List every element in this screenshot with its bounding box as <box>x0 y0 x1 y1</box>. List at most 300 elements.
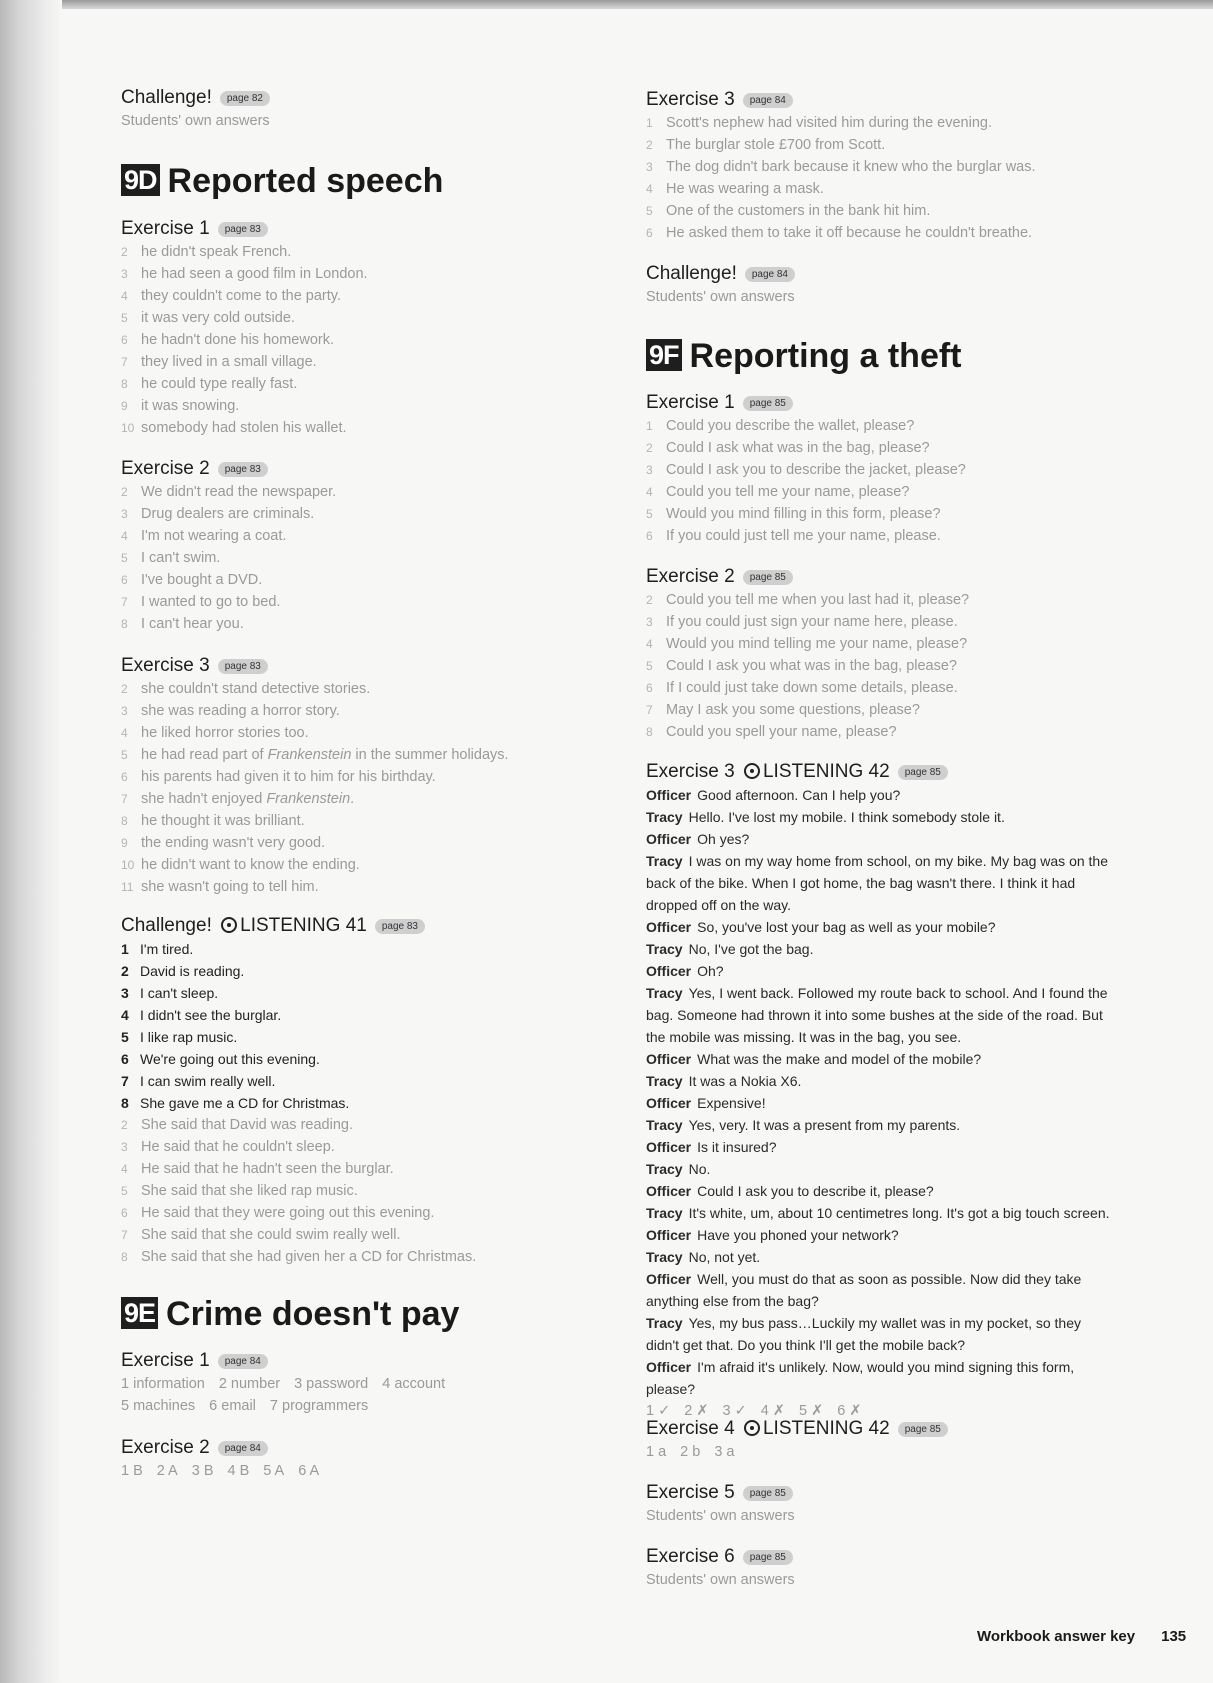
item-number: 5 <box>646 659 653 673</box>
item-number: 9 <box>121 836 128 850</box>
speaker-name: Tracy <box>646 941 683 957</box>
item-text: somebody had stolen his wallet. <box>141 420 347 436</box>
dialogue-text: Hello. I've lost my mobile. I think somebody stole it. <box>688 809 1005 825</box>
unit-heading-9e <box>121 1294 621 1334</box>
page-number: 135 <box>1161 1628 1187 1645</box>
dialogue-line <box>646 1312 1116 1356</box>
answer-row <box>121 1460 621 1482</box>
item-number: 7 <box>121 1073 129 1089</box>
speaker-name: Tracy <box>646 1315 683 1331</box>
item-number: 1 <box>121 941 129 957</box>
item-text: She said that she could swim really well. <box>141 1227 401 1243</box>
item-number: 2 <box>121 963 129 979</box>
item-number: 5 <box>646 204 653 218</box>
scan-edge-left <box>0 0 62 1683</box>
item-text: If you could just sign your name here, please. <box>666 614 958 630</box>
listening-label: LISTENING 41 <box>240 915 367 936</box>
item-text: he didn't speak French. <box>141 244 292 260</box>
dialogue-line <box>646 916 1116 938</box>
inline-answer: 7 programmers <box>269 1398 369 1414</box>
answer-item <box>121 960 621 982</box>
answer-list <box>646 112 1136 244</box>
item-text: Could I ask you what was in the bag, please? <box>666 658 957 674</box>
inline-answer: 5 A <box>263 1463 285 1479</box>
section-heading: Exercise 2 <box>121 458 210 479</box>
exercise-9f-1 <box>646 391 1136 547</box>
answer-item <box>121 1224 621 1246</box>
speaker-name: Officer <box>646 787 692 803</box>
item-text: the ending wasn't very good. <box>141 835 326 851</box>
dialogue-text: I'm afraid it's unlikely. Now, would you mind signing this form, please? <box>646 1359 1075 1397</box>
item-number: 2 <box>646 441 653 455</box>
dialogue-transcript <box>646 784 1116 1400</box>
item-text: We didn't read the newspaper. <box>141 484 337 500</box>
item-text: he had seen a good film in London. <box>141 266 368 282</box>
section-heading: Exercise 1 <box>121 218 210 239</box>
dialogue-line <box>646 1356 1116 1400</box>
item-text: I can't hear you. <box>141 616 244 632</box>
page-badge: page 85 <box>743 570 793 585</box>
answer-item <box>121 766 621 788</box>
item-text: they couldn't come to the party. <box>141 288 341 304</box>
page-badge: page 82 <box>220 91 270 106</box>
speaker-name: Officer <box>646 1183 692 1199</box>
unit-badge: 9F <box>646 339 682 371</box>
challenge-9e <box>646 262 1136 308</box>
speaker-name: Officer <box>646 1139 692 1155</box>
item-number: 5 <box>121 748 128 762</box>
page-badge: page 85 <box>898 765 948 780</box>
dialogue-text: Expensive! <box>697 1095 766 1111</box>
dialogue-line <box>646 1158 1116 1180</box>
answer-item <box>121 1026 621 1048</box>
item-text: Drug dealers are criminals. <box>141 506 315 522</box>
item-text: I've bought a DVD. <box>141 572 263 588</box>
item-number: 7 <box>121 1228 128 1242</box>
item-number: 8 <box>121 377 128 391</box>
speaker-name: Tracy <box>646 985 683 1001</box>
answer-item <box>646 415 1136 437</box>
exercise-9f-5 <box>646 1481 1136 1527</box>
item-text: he thought it was brilliant. <box>141 813 305 829</box>
answer-item <box>121 810 621 832</box>
item-text: May I ask you some questions, please? <box>666 702 920 718</box>
item-text: his parents had given it to him for his birthday. <box>141 769 436 785</box>
answer-item <box>121 503 621 525</box>
page-badge: page 83 <box>375 919 425 934</box>
item-number: 7 <box>121 595 128 609</box>
item-text: he could type really fast. <box>141 376 298 392</box>
item-text: Could I ask you to describe the jacket, please? <box>666 462 966 478</box>
item-number: 6 <box>646 529 653 543</box>
inline-answer: 3 ✓ <box>722 1403 747 1419</box>
answer-item <box>121 876 621 898</box>
italic-title: Frankenstein <box>266 791 351 807</box>
unit-title: Reporting a theft <box>689 337 962 375</box>
dialogue-text: Good afternoon. Can I help you? <box>697 787 901 803</box>
item-number: 7 <box>646 703 653 717</box>
item-text: Would you mind telling me your name, please? <box>666 636 968 652</box>
dialogue-line <box>646 1202 1116 1224</box>
answer-list <box>121 241 621 439</box>
answer-item <box>121 525 621 547</box>
item-number: 6 <box>646 681 653 695</box>
item-number: 3 <box>646 463 653 477</box>
speaker-name: Officer <box>646 1227 692 1243</box>
dialogue-line <box>646 784 1116 806</box>
inline-answer: 6 email <box>209 1398 256 1414</box>
answer-item <box>646 437 1136 459</box>
answer-item <box>121 700 621 722</box>
answer-item <box>646 633 1136 655</box>
exercise-9d-3 <box>121 654 621 898</box>
dialogue-text: Yes, my bus pass…Luckily my wallet was in my pocket, so they didn't get that. Do you think I'll get the mobile back? <box>646 1315 1082 1353</box>
inline-answer: 2 b <box>680 1444 701 1460</box>
dialogue-text: What was the make and model of the mobile? <box>697 1051 982 1067</box>
answer-item <box>646 222 1136 244</box>
answer-list <box>646 415 1136 547</box>
section-heading: Exercise 2 <box>646 566 735 587</box>
item-text: Could you describe the wallet, please? <box>666 418 915 434</box>
answer-item: 5 he had read part of Frankenstein in the summer holidays. <box>121 744 621 766</box>
item-number: 4 <box>646 182 653 196</box>
item-number: 6 <box>121 333 128 347</box>
item-number: 1 <box>646 419 653 433</box>
dialogue-line <box>646 1268 1116 1312</box>
item-number: 3 <box>646 160 653 174</box>
item-text: He asked them to take it off because he couldn't breathe. <box>666 225 1033 241</box>
inline-answer: 4 account <box>382 1376 446 1392</box>
item-number: 4 <box>121 289 128 303</box>
answer-item <box>646 503 1136 525</box>
item-text: Scott's nephew had visited him during the evening. <box>666 115 992 131</box>
inline-answer: 6 ✗ <box>837 1403 862 1419</box>
answer-row <box>121 1373 621 1395</box>
answer-item <box>121 1136 621 1158</box>
answer-item <box>646 589 1136 611</box>
speaker-name: Officer <box>646 831 692 847</box>
answer-item <box>121 854 621 876</box>
answer-list <box>121 1114 621 1268</box>
section-heading: Exercise 6 <box>646 1546 735 1567</box>
item-text: She said that David was reading. <box>141 1117 353 1133</box>
answer-item: 7 she hadn't enjoyed Frankenstein. <box>121 788 621 810</box>
item-text: She said that she liked rap music. <box>141 1183 358 1199</box>
item-number: 3 <box>646 615 653 629</box>
item-number: 5 <box>121 311 128 325</box>
item-text: I can't swim. <box>141 550 221 566</box>
item-number: 8 <box>121 814 128 828</box>
answer-item <box>646 459 1136 481</box>
answer-item <box>646 178 1136 200</box>
item-text: Could you spell your name, please? <box>666 724 897 740</box>
item-text: Could you tell me when you last had it, please? <box>666 592 970 608</box>
item-number: 2 <box>121 682 128 696</box>
exercise-9f-6 <box>646 1545 1136 1591</box>
answer-item <box>121 263 621 285</box>
item-number: 3 <box>121 985 129 1001</box>
item-text: I like rap music. <box>140 1029 238 1045</box>
unit-heading-9d <box>121 161 621 201</box>
inline-answer: 2 ✗ <box>684 1403 709 1419</box>
answer-item <box>646 112 1136 134</box>
speaker-name: Officer <box>646 919 692 935</box>
item-text: I didn't see the burglar. <box>140 1007 282 1023</box>
item-text: Would you mind filling in this form, please? <box>666 506 941 522</box>
exercise-9e-1 <box>121 1349 621 1417</box>
inline-answer: 2 A <box>156 1463 178 1479</box>
item-text: I can't sleep. <box>140 985 219 1001</box>
page-badge: page 85 <box>743 396 793 411</box>
answer-item <box>646 655 1136 677</box>
dialogue-line <box>646 1246 1116 1268</box>
page-badge: page 83 <box>218 659 268 674</box>
speaker-name: Officer <box>646 1051 692 1067</box>
page-badge: page 84 <box>745 267 795 282</box>
dialogue-line <box>646 1180 1116 1202</box>
section-heading: Exercise 3 <box>121 655 210 676</box>
item-number: 6 <box>646 226 653 240</box>
page-badge: page 83 <box>218 462 268 477</box>
listening-label: LISTENING 42 <box>762 1418 890 1439</box>
dialogue-text: So, you've lost your bag as well as your mobile? <box>697 919 996 935</box>
page-badge: page 84 <box>218 1441 268 1456</box>
item-number: 4 <box>121 726 128 740</box>
answer-item <box>121 938 621 960</box>
answer-item <box>646 481 1136 503</box>
section-heading: Exercise 1 <box>646 392 735 413</box>
item-number: 3 <box>121 704 128 718</box>
item-number: 8 <box>121 1250 128 1264</box>
answer-item <box>646 134 1136 156</box>
answer-item <box>121 1246 621 1268</box>
item-text: he liked horror stories too. <box>141 725 309 741</box>
item-text: We're going out this evening. <box>140 1051 320 1067</box>
exercise-9f-2 <box>646 565 1136 743</box>
page-badge: page 85 <box>743 1486 793 1501</box>
answer-item <box>646 721 1136 743</box>
speaker-name: Officer <box>646 963 692 979</box>
item-number: 6 <box>121 1206 128 1220</box>
answer-item <box>646 677 1136 699</box>
item-text: I'm tired. <box>140 941 194 957</box>
section-heading: Exercise 5 <box>646 1482 735 1503</box>
exercise-9f-4 <box>646 1417 1136 1463</box>
transcript-list <box>121 938 621 1114</box>
speaker-name: Officer <box>646 1095 692 1111</box>
item-text: Could I ask what was in the bag, please? <box>666 440 930 456</box>
item-number: 2 <box>646 593 653 607</box>
item-number: 10 <box>121 421 135 435</box>
answer-item <box>121 1158 621 1180</box>
dialogue-text: Have you phoned your network? <box>697 1227 899 1243</box>
inline-answer: 2 number <box>218 1376 281 1392</box>
answer-text: Students' own answers <box>646 289 795 305</box>
unit-title: Reported speech <box>167 162 444 200</box>
item-number: 2 <box>121 1118 128 1132</box>
item-number: 5 <box>121 551 128 565</box>
italic-title: Frankenstein <box>267 747 352 763</box>
answer-item <box>646 200 1136 222</box>
dialogue-text: Well, you must do that as soon as possible. Now did they take anything else from the bag? <box>646 1271 1082 1309</box>
section-heading: Exercise 3 <box>646 89 735 110</box>
item-number: 7 <box>121 792 128 806</box>
dialogue-text: No, not yet. <box>688 1249 761 1265</box>
answer-item <box>121 678 621 700</box>
answer-item <box>646 156 1136 178</box>
answer-item <box>121 373 621 395</box>
answer-item <box>121 569 621 591</box>
cd-icon <box>221 917 237 933</box>
inline-answer: 5 machines <box>121 1398 196 1414</box>
page-badge: page 84 <box>743 93 793 108</box>
speaker-name: Tracy <box>646 1249 683 1265</box>
dialogue-line <box>646 828 1116 850</box>
unit-badge: 9D <box>121 164 160 196</box>
speaker-name: Tracy <box>646 1073 683 1089</box>
item-number: 8 <box>121 1095 129 1111</box>
answer-item <box>121 1070 621 1092</box>
item-text: I wanted to go to bed. <box>141 594 281 610</box>
answer-item <box>121 351 621 373</box>
dialogue-text: Oh yes? <box>697 831 750 847</box>
answer-text: Students' own answers <box>646 1508 795 1524</box>
dialogue-text: I was on my way home from school, on my bike. My bag was on the back of the bike. When I got home, the bag wasn't there. I think it had dropped off on the way. <box>646 853 1108 913</box>
exercise-9e-2 <box>121 1436 621 1482</box>
dialogue-line <box>646 1070 1116 1092</box>
challenge-9d <box>121 914 621 1268</box>
inline-answer: 3 password <box>294 1376 369 1392</box>
section-heading: Exercise 4 <box>646 1418 735 1439</box>
dialogue-text: No. <box>688 1161 711 1177</box>
inline-answer: 1 information <box>121 1376 205 1392</box>
item-text: I can swim really well. <box>140 1073 276 1089</box>
answer-item <box>121 1048 621 1070</box>
answer-item <box>121 832 621 854</box>
scan-edge-top <box>0 0 1213 9</box>
item-text: she wasn't going to tell him. <box>141 879 319 895</box>
answer-item <box>121 481 621 503</box>
answer-item <box>121 982 621 1004</box>
item-text: He was wearing a mask. <box>666 181 824 197</box>
dialogue-text: Yes, very. It was a present from my parents. <box>688 1117 961 1133</box>
inline-answer: 1 B <box>121 1463 143 1479</box>
answer-text: Students' own answers <box>121 113 270 129</box>
dialogue-line <box>646 1136 1116 1158</box>
item-number: 2 <box>121 485 128 499</box>
item-text: He said that he couldn't sleep. <box>141 1139 335 1155</box>
unit-badge: 9E <box>121 1297 158 1329</box>
item-text: He said that he hadn't seen the burglar. <box>141 1161 394 1177</box>
answer-row <box>646 1441 1136 1463</box>
cd-icon <box>744 1420 760 1436</box>
cd-icon <box>744 763 760 779</box>
dialogue-line <box>646 938 1116 960</box>
speaker-name: Tracy <box>646 1117 683 1133</box>
answer-list <box>121 678 621 898</box>
page-badge: page 84 <box>218 1354 268 1369</box>
speaker-name: Tracy <box>646 809 683 825</box>
answer-item <box>121 1114 621 1136</box>
item-number: 2 <box>121 245 128 259</box>
item-number: 3 <box>121 507 128 521</box>
item-text: he didn't want to know the ending. <box>141 857 360 873</box>
item-number: 7 <box>121 355 128 369</box>
speaker-name: Tracy <box>646 1161 683 1177</box>
answer-item <box>121 329 621 351</box>
answer-item <box>646 611 1136 633</box>
answer-item <box>121 307 621 329</box>
page-footer <box>977 1628 1186 1645</box>
unit-title: Crime doesn't pay <box>166 1295 460 1333</box>
speaker-name: Officer <box>646 1359 692 1375</box>
answer-item <box>646 699 1136 721</box>
inline-answer: 4 ✗ <box>760 1403 785 1419</box>
item-number: 6 <box>121 573 128 587</box>
dialogue-text: Is it insured? <box>697 1139 777 1155</box>
inline-answer: 4 B <box>227 1463 250 1479</box>
item-number: 4 <box>121 1007 129 1023</box>
listening-label: LISTENING 42 <box>762 761 890 782</box>
answer-item <box>121 591 621 613</box>
dialogue-line <box>646 1114 1116 1136</box>
section-heading: Exercise 3 <box>646 761 735 782</box>
answer-item <box>121 1202 621 1224</box>
section-heading: Exercise 2 <box>121 1437 210 1458</box>
item-number: 11 <box>121 880 134 894</box>
answer-item <box>121 547 621 569</box>
item-number: 1 <box>646 116 653 130</box>
item-number: 5 <box>646 507 653 521</box>
answer-item <box>121 1180 621 1202</box>
dialogue-text: Could I ask you to describe it, please? <box>697 1183 934 1199</box>
section-heading: Challenge! <box>646 263 737 284</box>
item-number: 8 <box>646 725 653 739</box>
item-text: One of the customers in the bank hit him. <box>666 203 931 219</box>
dialogue-line <box>646 850 1116 916</box>
item-number: 3 <box>121 267 128 281</box>
dialogue-text: It was a Nokia X6. <box>688 1073 802 1089</box>
answer-row <box>121 1395 621 1417</box>
inline-answer: 5 ✗ <box>799 1403 824 1419</box>
speaker-name: Tracy <box>646 853 683 869</box>
section-heading: Exercise 1 <box>121 1350 210 1371</box>
item-number: 10 <box>121 858 135 872</box>
challenge-9c <box>121 86 621 132</box>
item-text: it was snowing. <box>141 398 240 414</box>
inline-answer: 3 a <box>714 1444 735 1460</box>
item-text: The burglar stole £700 from Scott. <box>666 137 886 153</box>
dialogue-text: No, I've got the bag. <box>688 941 814 957</box>
item-text: he hadn't done his homework. <box>141 332 335 348</box>
item-text: Could you tell me your name, please? <box>666 484 910 500</box>
exercise-9f-3 <box>646 760 1136 1422</box>
dialogue-line <box>646 1224 1116 1246</box>
speaker-name: Officer <box>646 1271 692 1287</box>
inline-answer: 3 B <box>191 1463 214 1479</box>
answer-item <box>646 525 1136 547</box>
item-number: 8 <box>121 617 128 631</box>
exercise-9d-2 <box>121 457 621 635</box>
item-number: 2 <box>646 138 653 152</box>
item-number: 9 <box>121 399 128 413</box>
item-number: 6 <box>121 770 128 784</box>
exercise-9e-3 <box>646 88 1136 244</box>
footer-label: Workbook answer key <box>977 1628 1136 1645</box>
speaker-name: Tracy <box>646 1205 683 1221</box>
item-number: 4 <box>646 485 653 499</box>
item-text: she couldn't stand detective stories. <box>141 681 371 697</box>
